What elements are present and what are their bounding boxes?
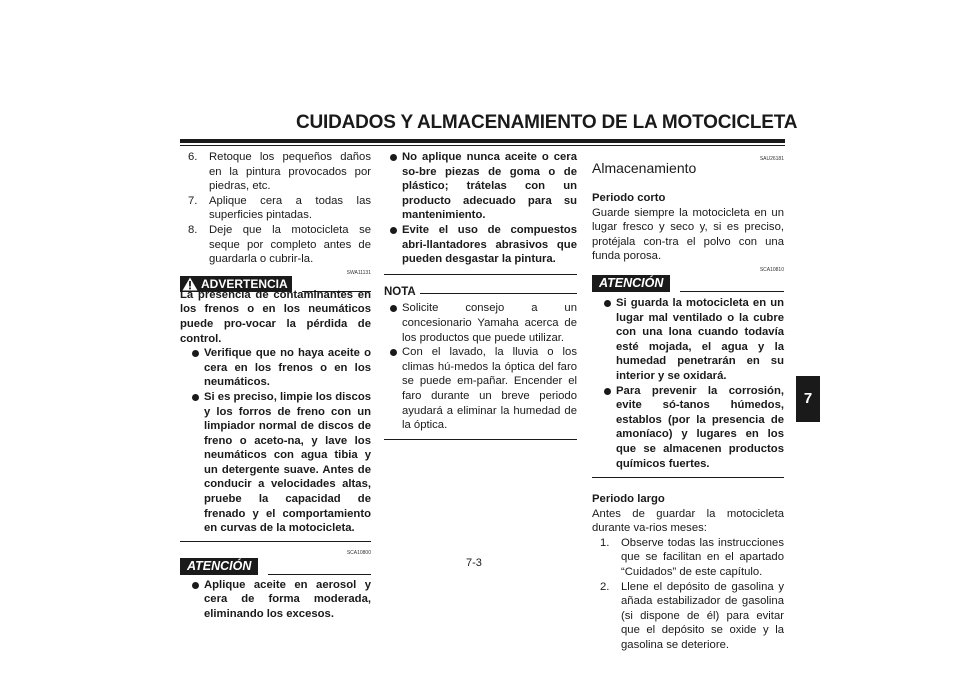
- attention-header: [180, 558, 371, 575]
- page-number: 7-3: [466, 557, 482, 569]
- bullet-icon: [384, 301, 402, 345]
- nota-label: NOTA: [384, 285, 416, 298]
- step-number: 6.: [188, 151, 198, 163]
- short-period-heading: Periodo corto: [592, 192, 666, 204]
- bullet-dot: [192, 350, 199, 357]
- step-number: 7.: [188, 194, 198, 207]
- attention-bullet: [592, 296, 784, 384]
- page-header-title: CUIDADOS Y ALMACENAMIENTO DE LA MOTOCICLETA: [296, 112, 798, 133]
- bullet-icon: [186, 390, 204, 536]
- attention-bullet: [384, 150, 577, 223]
- step-text: Llene el depósito de gasolina y añada estabilizador de gasolina (si dispone de él) para evitar que el depósito se oxide y la gasolina se deteriore.: [621, 580, 784, 652]
- long-period-intro: Antes de guardar la motocicleta durante va-rios meses:: [592, 507, 784, 535]
- bullet-dot: [604, 300, 611, 307]
- column-right: [592, 150, 784, 653]
- attention-bullet: [384, 223, 577, 267]
- attention-header-rule: [268, 574, 371, 575]
- storage-step: [592, 580, 784, 653]
- attention-bullet-text: Evite el uso de compuestos abri-llantadores abrasivos que pueden desgastar la pintura.: [402, 223, 577, 266]
- warning-bullet-text: Si es preciso, limpie los discos y los forros de freno con un limpiador normal de discos de freno o aceto-na, y lave los neumáticos con agua tibia y un detergente suave. Antes de conducir a velocidades altas, pruebe la capacidad de frenado y el comportamiento en curvas de la motocicleta.: [204, 390, 372, 535]
- step-6: [180, 150, 371, 194]
- attention-bullet-text: Aplique aceite en aerosol y cera de forma moderada, eliminando los excesos.: [204, 578, 371, 621]
- attention-header-rule: [680, 291, 784, 292]
- column-left: [180, 150, 371, 622]
- header-rule: [180, 139, 785, 143]
- nota-end-rule: [384, 439, 577, 440]
- attention-bullet: [592, 384, 784, 472]
- warning-intro: La presencia de contaminantes en los frenos o en los neumáticos puede pro-vocar la pérdida de control.: [180, 288, 371, 345]
- nota-bullet: [384, 345, 577, 433]
- attention-badge: ATENCIÓN: [180, 558, 258, 575]
- attention-bullet-text: Para prevenir la corrosión, evite só-tanos húmedos, establos (por la presencia de amoníaco) y lugares en los que se almacenen productos químicos fuertes.: [616, 384, 784, 470]
- section-code: SAU26181: [759, 156, 784, 162]
- attention-end-rule: [384, 274, 577, 275]
- bullet-icon: [384, 223, 402, 267]
- step-number: 8.: [188, 223, 198, 236]
- bullet-dot: [390, 154, 397, 161]
- chapter-tab[interactable]: 7: [796, 376, 820, 422]
- attention-bullet-text: No aplique nunca aceite o cera so-bre piezas de goma o de plástico; trátelas con un producto adecuado para su mantenimiento.: [402, 151, 577, 222]
- bullet-icon: [598, 296, 616, 384]
- bullet-icon: [186, 346, 204, 390]
- attention-code: SCA10810: [759, 266, 784, 273]
- column-middle: [384, 150, 577, 440]
- step-number: 1.: [600, 536, 610, 549]
- bullet-dot: [604, 388, 611, 395]
- warning-end-rule: [180, 541, 371, 542]
- step-text: Observe todas las instrucciones que se facilitan en el apartado “Cuidados” de este capítulo.: [621, 536, 784, 579]
- header-rule-thin: [180, 145, 785, 146]
- nota-header: [384, 285, 577, 300]
- bullet-dot: [192, 394, 199, 401]
- section-title: Almacenamiento: [592, 160, 697, 176]
- attention-bullet: [180, 578, 371, 622]
- warning-bullet: [180, 390, 371, 536]
- bullet-dot: [390, 349, 397, 356]
- warning-label: ADVERTENCIA: [201, 276, 288, 291]
- bullet-dot: [390, 305, 397, 312]
- attention-badge: ATENCIÓN: [592, 275, 670, 292]
- step-number: 2.: [600, 580, 610, 593]
- step-8: [180, 223, 371, 267]
- bullet-icon: [186, 578, 204, 622]
- storage-step: [592, 536, 784, 580]
- warning-bullet-text: Verifique que no haya aceite o cera en los frenos o en los neumáticos.: [204, 347, 371, 389]
- bullet-dot: [192, 582, 199, 589]
- long-period-heading: Periodo largo: [592, 493, 665, 506]
- bullet-icon: [384, 345, 402, 433]
- step-text: Deje que la motocicleta se seque por completo antes de guardarla o cubrir-la.: [209, 223, 371, 266]
- attention-code: SCA10800: [346, 549, 371, 556]
- short-period-text: Guarde siempre la motocicleta en un lugar fresco y seco y, si es preciso, protéjala con-tra el polvo con una funda porosa.: [592, 206, 784, 263]
- attention-bullet-text: Si guarda la motocicleta en un lugar mal ventilado o la cubre con una lona cuando todavía esté mojada, el agua y la humedad penetrarán en su interior y se oxidará.: [616, 296, 784, 382]
- bullet-dot: [390, 227, 397, 234]
- step-text: Aplique cera a todas las superficies pintadas.: [209, 194, 371, 222]
- step-text: Retoque los pequeños daños en la pintura provocados por piedras, etc.: [209, 151, 371, 193]
- attention-header: [592, 275, 784, 292]
- bullet-icon: [384, 150, 402, 223]
- step-7: [180, 194, 371, 223]
- bullet-icon: [598, 384, 616, 472]
- warning-bullet: [180, 346, 371, 390]
- nota-header-rule: [420, 293, 577, 294]
- nota-bullet-text: Con el lavado, la lluvia o los climas hú-medos la óptica del faro se puede em-pañar. Encender el faro durante un breve periodo ayudará a eliminar la humedad de la óptica.: [402, 346, 577, 432]
- nota-bullet-text: Solicite consejo a un concesionario Yamaha acerca de los productos que puede utilizar.: [402, 302, 577, 344]
- nota-bullet: [384, 301, 577, 345]
- warning-code: SWA11131: [346, 269, 371, 276]
